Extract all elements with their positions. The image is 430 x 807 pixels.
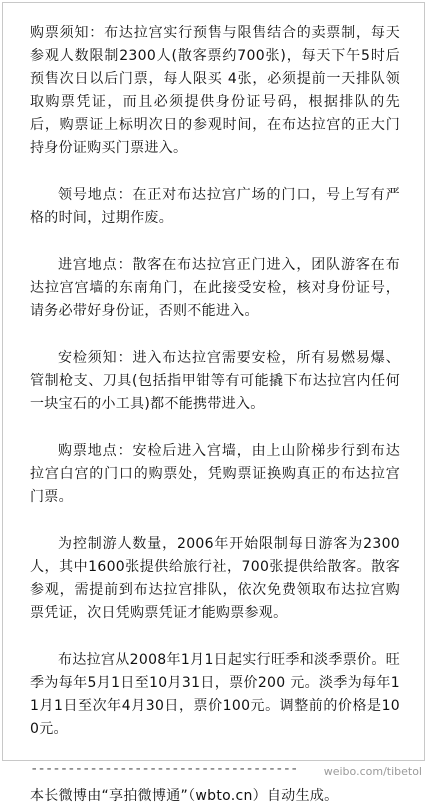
paragraph-visitor-limit: 为控制游人数量，2006年开始限制每日游客为2300人，其中1600张提供给旅行社，700张提供给散客。散客参观，需提前到布达拉宫排队，依次免费领取布达拉宫购票凭证，次日凭购票凭证才能购票参观。 bbox=[30, 536, 400, 621]
generator-note: 本长微博由“享拍微博通”（wbto.cn）自动生成。 bbox=[30, 788, 339, 804]
weibo-watermark: weibo.com/tibetol bbox=[323, 765, 422, 778]
paragraph-ticket-office: 购票地点：安检后进入宫墙，由上山阶梯步行到布达拉宫白宫的门口的购票处，凭购票证换购真正的布达拉宫门票。 bbox=[30, 443, 400, 505]
paragraph-seasonal-prices: 布达拉宫从2008年1月1日起实行旺季和淡季票价。旺季为每年5月1日至10月31日，票价200 元。淡季为每年11月1日至次年4月30日，票价100元。调整前的价格是100元。 bbox=[30, 652, 400, 737]
paragraph-entry-point: 进宫地点：散客在布达拉宫正门进入，团队游客在布达拉宫宫墙的东南角门，在此接受安检，核对身份证号，请务必带好身份证，否则不能进入。 bbox=[30, 257, 400, 319]
paragraph-number-pickup: 领号地点：在正对布达拉宫广场的门口，号上写有严格的时间，过期作废。 bbox=[30, 187, 400, 226]
divider-line: ------------------------------------ bbox=[30, 761, 298, 777]
article-body bbox=[30, 22, 400, 807]
paragraph-ticket-notice: 购票须知：布达拉宫实行预售与限售结合的卖票制，每天参观人数限制2300人(散客票约700张)，每天下午5时后预售次日以后门票，每人限买 4张，必须提前一天排队领取购票凭证，而且必须提供身份证号码，根据排队的先后，购票证上标明次日的参观时间，在布达拉宫的正大门持身份证购买门票进入。 bbox=[30, 25, 400, 156]
paragraph-security-check: 安检须知：进入布达拉宫需要安检，所有易燃易爆、管制枪支、刀具(包括指甲钳等有可能撬下布达拉宫内任何一块宝石的小工具)都不能携带进入。 bbox=[30, 350, 400, 412]
